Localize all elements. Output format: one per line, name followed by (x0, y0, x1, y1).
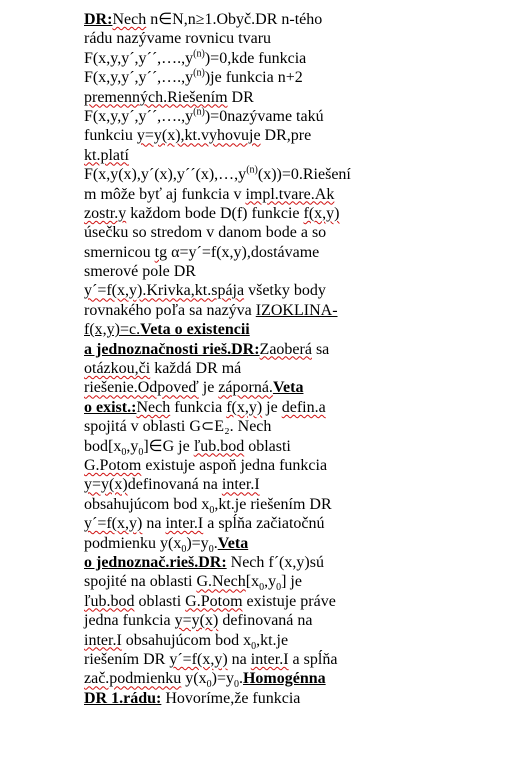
text-run: G.Nech (196, 573, 246, 591)
text-line (84, 88, 389, 107)
text-line (84, 592, 389, 611)
text-run: bod[x (84, 437, 122, 455)
text-line (84, 281, 389, 300)
text-run: y´=f(x,y).Krivka,kt.spája (84, 282, 245, 300)
text-line (84, 165, 389, 184)
text-run: kt.platí (84, 146, 129, 164)
text-line (84, 10, 389, 29)
text-run: obsahujúcom bod x (84, 495, 210, 513)
text-run: spojité na oblasti (84, 573, 197, 591)
text-run: )=y (211, 670, 234, 688)
text-run: zač.podmienku (84, 670, 182, 688)
text-run: premenných.Riešením (84, 88, 228, 106)
text-run: je (262, 398, 282, 416)
text-line (84, 126, 389, 145)
text-run: DR,pre (260, 127, 312, 145)
text-run: F(x,y,y´,y´´,….,y (84, 49, 194, 67)
text-run: ,y (126, 437, 139, 455)
text-run: Nech f´(x,y)sú (226, 553, 324, 571)
text-run: všetky body (244, 282, 326, 300)
text-run: sa (311, 340, 330, 358)
text-run: y=y(x) (174, 612, 219, 630)
heading-run: o exist.: (84, 398, 137, 416)
text-run: riešenie.Odpoveď (84, 379, 199, 397)
text-run: smernicou (84, 243, 155, 261)
text-run: každom bode D(f) funkcie (126, 204, 304, 222)
text-line (84, 495, 389, 514)
text-run: )=0nazývame takú (204, 107, 324, 125)
heading-run: a jednoznačnosti rieš.DR: (84, 340, 260, 358)
text-run: rádu nazývame rovnicu tvaru (84, 30, 272, 48)
text-run: inter.I (250, 650, 289, 668)
text-run: každá DR má (150, 360, 242, 378)
text-run: ]∈G je (143, 437, 194, 455)
text-run: funkcia (170, 398, 227, 416)
text-run: 0 (259, 582, 265, 594)
text-run: 0 (251, 640, 257, 652)
text-run: je (198, 379, 219, 397)
text-run: Nech (136, 398, 171, 416)
text-run: 0 (208, 543, 214, 555)
text-run: inter.I (165, 515, 204, 533)
heading-run: Veta o existencii (140, 321, 250, 339)
heading-run: DR: (84, 11, 113, 28)
text-run: IZOKLINA- (255, 301, 338, 319)
text-run: 0 (276, 582, 282, 594)
text-run: m môže byť aj funkcia v (84, 185, 246, 203)
text-run: 0 (138, 446, 144, 458)
text-line (84, 359, 389, 378)
text-run: G.Potom (185, 592, 243, 610)
text-run: na (227, 650, 251, 668)
text-run: spojitá v oblasti G⊂E₂. Nech (84, 418, 272, 436)
text-run: (n) (193, 67, 205, 79)
text-line (84, 107, 389, 126)
text-line (84, 534, 389, 553)
heading-run: o jednoznač.rieš.DR: (84, 553, 227, 571)
text-line (84, 553, 389, 572)
text-run: 0 (209, 504, 215, 516)
text-run: ,y (264, 573, 277, 591)
text-line (84, 650, 389, 669)
text-run: n∈N,n≥1.Obyč.DR n-tého (146, 11, 323, 28)
text-line (84, 437, 389, 456)
text-line (84, 223, 389, 242)
text-line (84, 611, 389, 630)
text-line (84, 301, 389, 320)
text-run: a spĺňa (288, 650, 338, 668)
heading-run: DR 1.rádu: (84, 689, 162, 707)
text-run: rovnakého poľa sa nazýva (84, 301, 256, 319)
text-run: ,kt.je (256, 631, 289, 649)
text-run: ,kt.je riešením DR (214, 495, 332, 513)
text-line (84, 262, 389, 281)
text-run: α=y´=f(x,y),dostávame (167, 243, 320, 261)
text-line (84, 514, 389, 533)
text-run: definovaná na (127, 476, 222, 494)
text-run: f(x,y) (303, 204, 340, 222)
text-run: (x))=0.Riešení (257, 166, 351, 184)
text-line (84, 146, 389, 165)
text-run: y(x (181, 670, 207, 688)
text-run: a spĺňa začiatočnú (203, 515, 325, 533)
text-run: oblasti (244, 437, 291, 455)
text-run: tg (154, 243, 168, 261)
text-run: funkciu (84, 127, 137, 145)
text-run: y´=f(x,y) (84, 515, 143, 533)
text-line (84, 29, 389, 48)
text-run: záporná. (218, 379, 273, 397)
text-run: úsečku so stredom v danom bode a so (84, 224, 327, 242)
text-run: riešením DR (84, 650, 170, 668)
text-run: jedna funkcia (84, 612, 175, 630)
text-run: 0 (206, 679, 212, 691)
text-line (84, 185, 389, 204)
text-run: f(x,y)=c. (84, 321, 141, 339)
heading-run: Veta (217, 534, 249, 552)
text-run: existuje práve (242, 592, 336, 610)
text-line (84, 456, 389, 475)
text-run: DR (227, 88, 254, 106)
text-run: ] je (281, 573, 302, 591)
text-run: y=y(x) (84, 476, 128, 494)
text-line (84, 572, 389, 594)
text-run: inter.I (221, 476, 260, 494)
text-run: na (142, 515, 166, 533)
text-run: ľub.bod (193, 437, 245, 455)
text-line (84, 669, 389, 691)
text-line (84, 204, 389, 223)
text-line (84, 378, 389, 397)
text-run: y=y(x),kt.vyhovuje (136, 127, 261, 145)
heading-run: Veta (272, 379, 304, 397)
text-run: F(x,y,y´,y´´,….,y (84, 107, 194, 125)
text-run: Hovoríme,že funkcia (161, 689, 301, 707)
text-run: Zaoberá (259, 340, 312, 358)
text-run: 0 (233, 679, 239, 691)
text-line (84, 631, 389, 650)
text-line (84, 340, 389, 359)
text-line (84, 243, 389, 262)
text-line (84, 475, 389, 494)
text-run: f(x,y) (226, 398, 263, 416)
text-run: )=0,kde funkcia (204, 49, 307, 67)
text-run: podmienku y(x (84, 534, 182, 552)
text-run: oblasti (134, 592, 186, 610)
text-run: . (213, 534, 218, 552)
text-run: F(x,y,y´,y´´,….,y (84, 69, 194, 87)
text-line (84, 398, 389, 417)
text-run: existuje aspoň jedna funkcia (141, 456, 328, 474)
text-line (84, 417, 389, 436)
text-run: G.Potom (84, 456, 142, 474)
text-line (84, 49, 389, 68)
text-run: Nech (112, 11, 147, 28)
text-run: . (238, 670, 243, 688)
text-run: y´=f(x,y) (169, 650, 228, 668)
text-run: impl.tvare.Ak (245, 185, 335, 203)
text-run: )=y (186, 534, 209, 552)
text-run: 0 (121, 446, 127, 458)
text-run: )je funkcia n+2 (204, 69, 303, 87)
text-run: zostr.y (84, 204, 127, 222)
text-line (84, 689, 389, 708)
text-run: (n) (246, 164, 258, 176)
text-run: (n) (193, 48, 205, 60)
text-run: 0 (181, 543, 187, 555)
text-run: (n) (193, 106, 205, 118)
text-run: F(x,y(x),y´(x),y´´(x),…,y (84, 166, 247, 184)
text-run: obsahujúcom bod x (121, 631, 252, 649)
text-run: defin.a (281, 398, 326, 416)
text-run: smerové pole DR (84, 263, 196, 281)
text-run: [x (245, 573, 260, 591)
text-run: otázkou,či (84, 360, 151, 378)
text-line (84, 68, 389, 87)
heading-run: Homogénna (242, 670, 326, 688)
text-line (84, 320, 389, 339)
text-run: definovaná na (218, 612, 313, 630)
text-run: ľub.bod (84, 592, 135, 610)
text-run: inter.I (84, 631, 122, 649)
document-text (84, 10, 389, 708)
